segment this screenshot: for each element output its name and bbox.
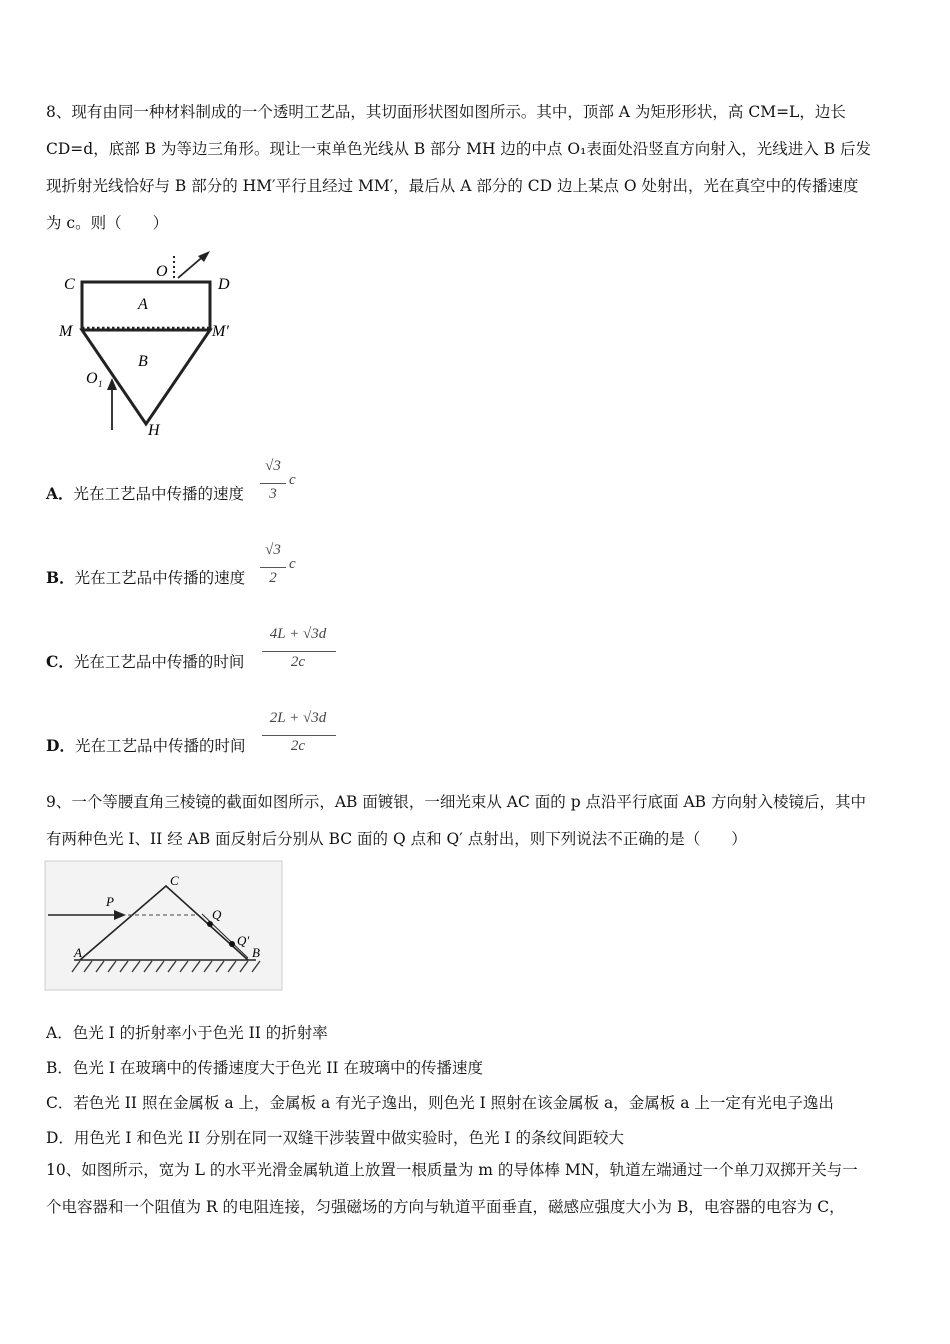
q8-option-b[interactable] [46,566,245,588]
q8-option-b-tail: c [289,556,296,572]
q8-option-a-denominator: 3 [269,486,277,502]
q8-option-b-denominator: 2 [269,570,277,586]
q8-option-b-letter: B． [46,568,75,587]
q8-line-2: CD=d，底部 B 为等边三角形。现让一束单色光线从 B 部分 MH 边的中点 O₁表面处沿竖直方向射入，光线进入 B 后发 [46,140,872,158]
q9-label-p: P [106,894,114,909]
q8-option-d[interactable] [46,734,245,756]
q9-option-d[interactable]: D．用色光 I 和色光 II 分别在同一双缝干涉装置中做实验时，色光 I 的条纹间距较大 [46,1129,624,1147]
q8-triangle-outline [82,330,210,424]
q8-label-a: A [138,296,148,313]
q8-option-c-denominator: 2c [290,654,306,670]
q8-option-b-numerator: √3 [265,542,281,558]
q8-option-d-numerator: 2L + √3d [269,710,327,726]
q8-option-c-letter: C． [46,652,74,671]
q9-label-b: B [252,945,260,960]
q9-line-2: 有两种色光 I、II 经 AB 面反射后分别从 BC 面的 Q 点和 Q′ 点射出，则下列说法不正确的是（ ） [46,830,747,848]
q10-line-2: 个电容器和一个阻值为 R 的电阻连接，匀强磁场的方向与轨道平面垂直，磁感应强度大小为 B，电容器的电容为 C， [46,1198,845,1216]
q8-option-c-text: 光在工艺品中传播的时间 [73,653,245,671]
q9-option-b[interactable]: B．色光 I 在玻璃中的传播速度大于色光 II 在玻璃中的传播速度 [46,1059,483,1077]
q9-label-c: C [170,873,179,888]
q9-label-qprime: Q′ [237,933,250,948]
q8-option-d-letter: D． [46,736,75,755]
q8-option-c-numerator: 4L + √3d [269,626,327,642]
q8-option-c[interactable] [46,650,244,672]
q9-point-qprime [229,941,235,947]
q8-option-a-fraction [258,458,298,508]
q8-option-c-fraction [260,626,340,676]
q9-label-q: Q [212,907,222,922]
q8-line-1: 8、现有由同一种材料制成的一个透明工艺品，其切面形状图如图所示。其中，顶部 A 为矩形形状，高 CM=L，边长 [46,103,846,121]
q8-option-b-fraction [258,542,298,592]
q9-line-1: 9、一个等腰直角三棱镜的截面如图所示，AB 面镀银，一细光束从 AC 面的 p 点沿平行底面 AB 方向射入棱镜后，其中 [46,793,866,811]
q9-option-c[interactable]: C．若色光 II 照在金属板 a 上，金属板 a 有光子逸出，则色光 I 照射在该金属板 a，金属板 a 上一定有光电子逸出 [46,1094,834,1112]
q8-label-o1: O [86,370,98,387]
q10-line-1: 10、如图所示，宽为 L 的水平光滑金属轨道上放置一根质量为 m 的导体棒 MN，轨道左端通过一个单刀双掷开关与一 [46,1161,858,1179]
q8-option-d-denominator: 2c [290,738,306,754]
q8-option-a-numerator: √3 [265,458,281,474]
q8-option-a-tail: c [289,472,296,488]
q8-option-a[interactable] [46,482,244,504]
q9-figure [44,860,284,992]
q8-option-b-text: 光在工艺品中传播的速度 [74,569,246,587]
q9-figure-frame [45,861,282,990]
q8-label-d: D [218,276,230,293]
q8-option-d-fraction [260,710,340,760]
q8-label-o: O [156,263,168,280]
q8-option-a-text: 光在工艺品中传播的速度 [73,485,245,503]
q8-label-b: B [138,353,148,370]
q9-option-a[interactable]: A．色光 I 的折射率小于色光 II 的折射率 [46,1024,328,1042]
q8-label-c: C [64,276,75,293]
q8-label-mprime: M′ [212,323,229,340]
q8-figure [50,250,250,440]
q8-label-m: M [59,323,73,340]
q8-label-h: H [148,422,160,439]
q8-option-d-text: 光在工艺品中传播的时间 [74,737,246,755]
q9-label-a: A [74,945,82,960]
q8-label-o1-sub: 1 [98,379,103,389]
q8-line-4: 为 c。则（ ） [46,214,169,232]
q8-option-a-letter: A． [46,484,74,503]
q8-line-3: 现折射光线恰好与 B 部分的 HM′平行且经过 MM′，最后从 A 部分的 CD 边上某点 O 处射出，光在真空中的传播速度 [46,177,859,195]
